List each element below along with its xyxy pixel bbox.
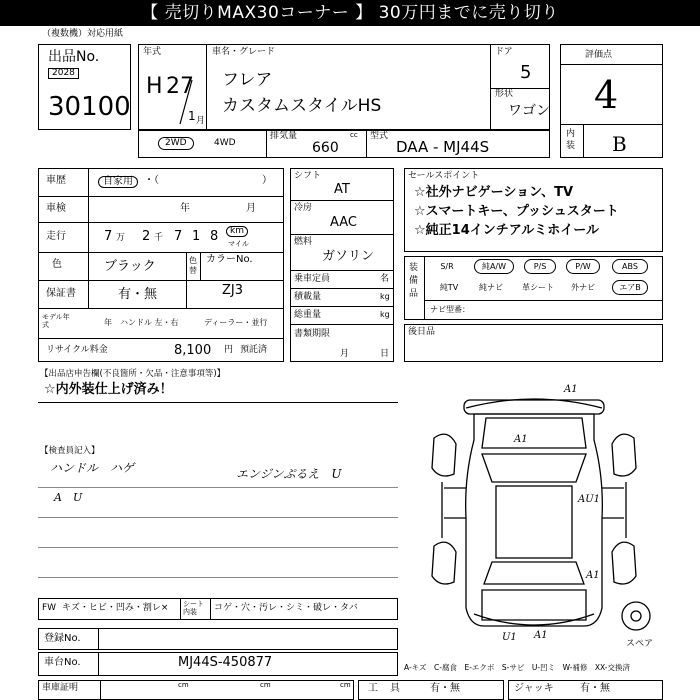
fuel-label: 燃料 [294, 237, 313, 247]
history-extra: ・（ [144, 175, 159, 186]
color-change-label: 色替 [189, 256, 197, 275]
displacement-label: 排気量 [270, 131, 298, 141]
color-label: 色 [52, 259, 62, 270]
shift-value: AT [334, 182, 350, 197]
mileage-v2: 2 [142, 229, 151, 244]
inspection-year: 年 [180, 203, 190, 214]
equip-ext-navi: 外ナビ [571, 283, 595, 292]
model-year-label: モデル年式 [42, 313, 70, 329]
equip-navi-model: ナビ型番： [430, 305, 470, 314]
inspection-month: 月 [246, 203, 256, 214]
doors-value: 5 [520, 62, 532, 83]
mileage-v4: 1 [192, 229, 201, 244]
inspector-note-2: A U [54, 491, 83, 504]
mileage-v3: 7 [174, 229, 183, 244]
year-era: H [146, 74, 163, 99]
year-label: 年式 [143, 47, 162, 57]
interior-label: 内装 [566, 129, 576, 151]
model-year-dealer: ディーラー・並行 [204, 318, 268, 327]
drive-4wd: 4WD [214, 138, 236, 148]
mileage-u2: 千 [154, 233, 164, 243]
equip-alloy: 純A/W [474, 259, 514, 274]
doc-deadline-label: 書類期限 [294, 329, 331, 339]
interior-value: B [612, 132, 627, 156]
fuel-value: ガソリン [322, 249, 375, 264]
model-year-year: 年 [104, 318, 112, 327]
aircon-label: 冷房 [294, 203, 313, 213]
certificate-cm-1: cm [178, 681, 189, 689]
registration-row [38, 628, 398, 650]
chassis-label: 車台No. [44, 657, 81, 668]
load-unit: kg [380, 292, 390, 301]
equipment-label: 装備品 [409, 263, 419, 299]
displacement-value: 660 [312, 140, 339, 156]
registration-label: 登録No. [44, 633, 81, 644]
year-month: 1 [188, 109, 196, 123]
selling-points-label: セールスポイント [408, 171, 480, 181]
defects-c: コゲ・穴・汚レ・シミ・破レ・タバ [214, 603, 358, 613]
selling-point-1: ☆社外ナビゲーション、TV [414, 185, 574, 200]
inspector-note-1b: エンジンぷるえ U [236, 467, 342, 481]
aircon-value: AAC [330, 215, 357, 230]
history-label: 車歴 [46, 175, 66, 186]
inspector-notes-label: 【検査員記入】 [40, 446, 100, 456]
damage-mark-rear-1: U1 [502, 632, 517, 643]
jack-value: 有・無 [580, 683, 610, 694]
equip-pw: P/W [566, 259, 600, 274]
score-label: 評価点 [585, 50, 613, 60]
mileage-unit-km: km [226, 226, 248, 237]
certificate-cm-3: cm [340, 681, 351, 689]
inspector-note-1a: ハンドル ハゲ [50, 461, 135, 475]
selling-point-3: ☆純正14インチアルミホイール [414, 223, 599, 238]
mileage-label: 走行 [46, 231, 66, 242]
equip-abs: ABS [612, 259, 648, 274]
color-code: ZJ3 [222, 283, 244, 298]
model-code-value: DAA - MJ44S [396, 138, 490, 156]
history-value: 自家用 [98, 176, 138, 188]
rear-items-box [404, 324, 663, 362]
mileage-v1: 7 [104, 229, 113, 244]
history-close: ） [262, 175, 272, 186]
damage-mark-rear-right: A1 [586, 570, 600, 581]
defects-a: キズ・ヒビ・凹み・割レ× [62, 603, 169, 613]
model-name: フレア [222, 70, 273, 90]
capacity-label: 乗車定員 [294, 274, 331, 284]
color-code-label: カラーNo. [206, 254, 253, 265]
tools-label: 工具 [368, 683, 412, 694]
doc-deadline-month: 月 [340, 349, 350, 359]
equip-sr: S/R [440, 262, 454, 271]
defects-fw: FW [42, 603, 57, 613]
mileage-unit-mile: マイル [228, 240, 249, 248]
model-code-label: 型式 [370, 131, 389, 141]
seller-notes-text: ☆内外装仕上げ済み！ [44, 382, 173, 397]
equip-navi: 純ナビ [479, 283, 503, 292]
model-grade: カスタムスタイルHS [222, 96, 382, 116]
details-box [38, 168, 284, 362]
body-type-value: ワゴン [508, 103, 550, 119]
damage-mark-rear-2: A1 [534, 630, 548, 641]
color-value: ブラック [104, 259, 156, 274]
recycle-label: リサイクル料金 [46, 345, 108, 355]
warranty-label: 保証書 [46, 288, 76, 299]
lot-date-stamp: 2028 [48, 68, 79, 79]
certificate-cm-2: cm [260, 681, 271, 689]
warranty-value: 有・無 [118, 287, 158, 302]
lot-number: 30100 [48, 92, 131, 122]
damage-legend: A-キズ C-腐食 E-エクボ S-サビ U-凹ミ W-補修 XX-交換済 [404, 663, 630, 672]
recycle-unit: 円 [224, 345, 234, 355]
weight-label: 総重量 [294, 310, 322, 320]
header-note: （複数機）対応用紙 [42, 29, 124, 39]
selling-point-2: ☆スマートキー、プッシュスタート [414, 204, 619, 219]
drive-2wd: 2WD [158, 137, 194, 150]
model-year-handle: ハンドル 左・右 [120, 318, 179, 327]
mileage-u1: 万 [116, 233, 126, 243]
model-label: 車名・グレード [212, 47, 276, 57]
equip-ps: P/S [524, 259, 556, 274]
equip-tv: 純TV [439, 283, 459, 292]
certificate-label: 車庫証明 [42, 683, 79, 693]
lot-label: 出品No. [48, 49, 100, 65]
score-value: 4 [594, 73, 619, 117]
recycle-note: 預託済 [240, 345, 268, 355]
recycle-value: 8,100 [174, 343, 212, 358]
page-banner: 【 売切りMAX30コーナー 】 30万円までに売り切り [0, 0, 700, 26]
damage-mark-front: A1 [564, 384, 578, 395]
rear-items-label: 後日品 [408, 327, 436, 337]
tools-value: 有・無 [430, 683, 460, 694]
spare-label: スペア [626, 639, 654, 649]
year-month-suffix: 月 [196, 116, 206, 126]
certificate-row [38, 680, 354, 700]
defects-b: シート内装 [183, 600, 204, 616]
chassis-value: MJ44S-450877 [178, 655, 273, 670]
mileage-v5: 8 [210, 229, 219, 244]
body-type-label: 形状 [495, 89, 514, 99]
seller-notes-label: 【出品店申告欄(不良箇所・欠品・注意事項等)】 [40, 369, 226, 379]
year-value: 27 [166, 74, 194, 99]
equip-leather: 革シート [522, 283, 554, 292]
doc-deadline-day: 日 [380, 349, 390, 359]
damage-mark-right: AU1 [578, 494, 601, 505]
load-label: 積載量 [294, 292, 322, 302]
inspection-label: 車検 [46, 203, 66, 214]
weight-unit: kg [380, 310, 390, 319]
damage-mark-hood: A1 [514, 434, 528, 445]
car-damage-diagram [404, 378, 664, 648]
equip-airbag: エアB [612, 280, 648, 295]
capacity-unit: 名 [380, 274, 390, 284]
shift-label: シフト [294, 171, 322, 181]
displacement-unit: cc [350, 131, 358, 139]
doors-label: ドア [495, 47, 513, 57]
jack-label: ジャッキ [514, 683, 554, 694]
